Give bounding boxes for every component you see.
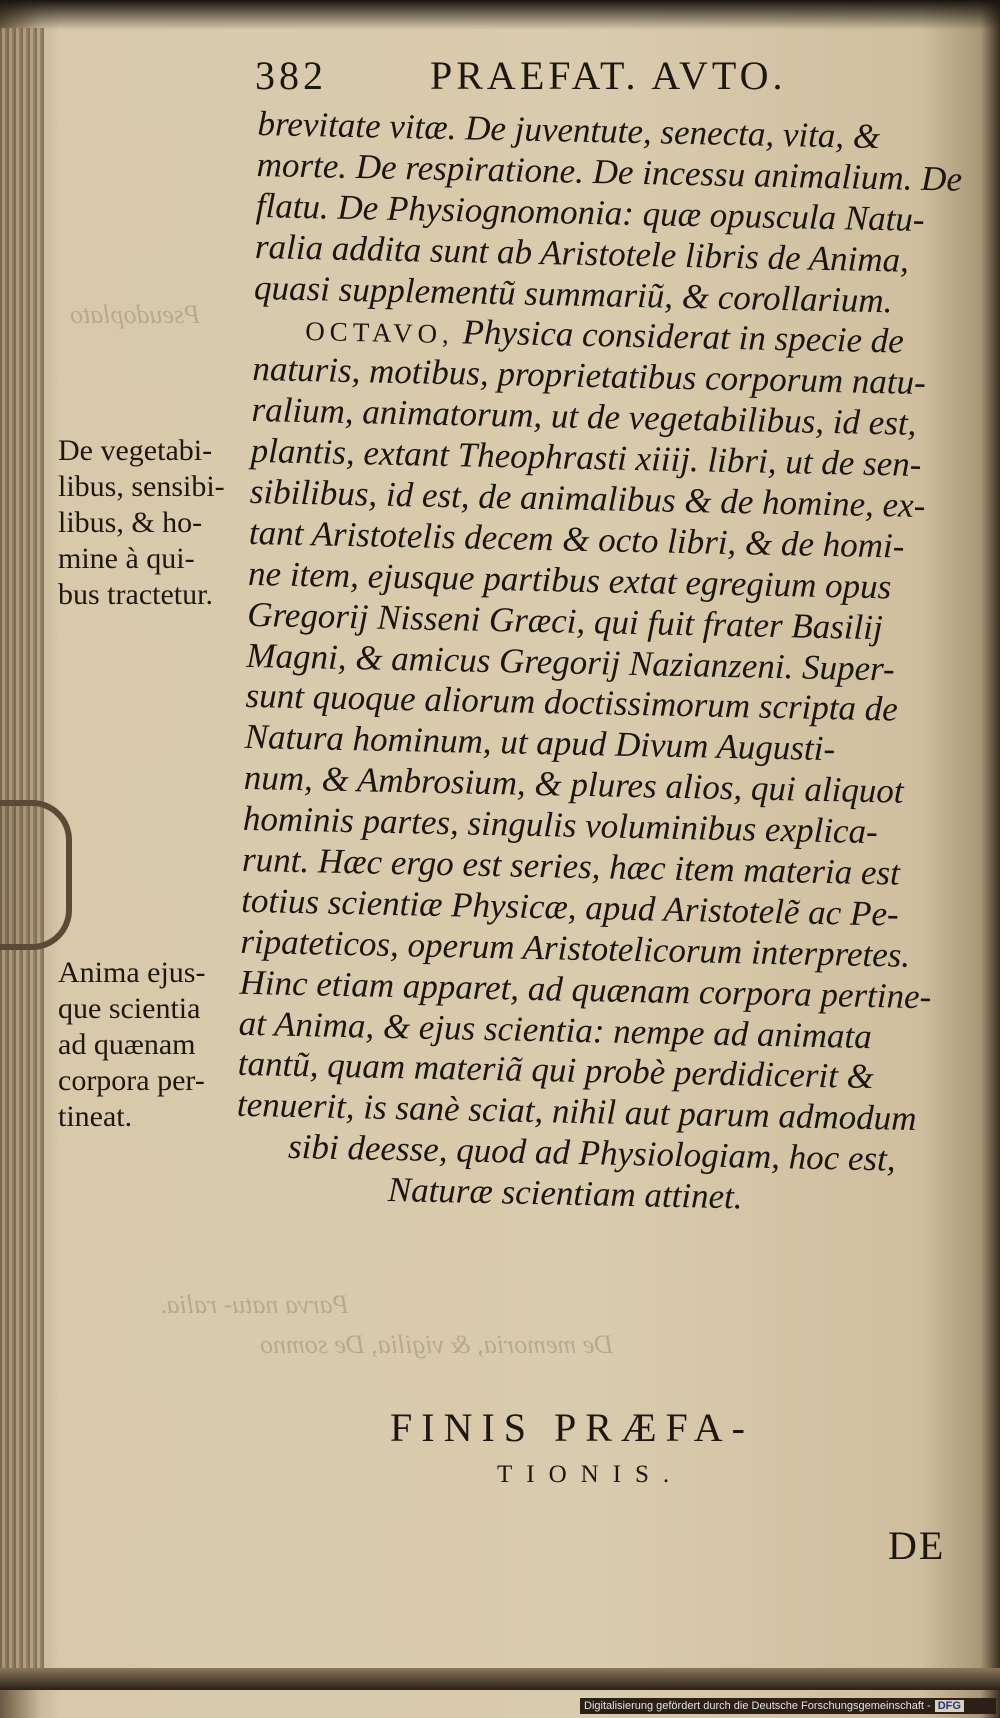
text-line: morte. De respiratione. De incessu animalium. De — [256, 144, 963, 199]
text-line: num, & Ambrosium, & plures alios, qui aliquot — [243, 758, 905, 811]
margin-line: ad quænam — [58, 1028, 196, 1061]
margin-note-vegetabilibus — [58, 433, 258, 613]
text-line: naturis, motibus, proprietatibus corporum natu- — [252, 349, 927, 403]
text-line: runt. Hæc ergo est series, hæc item materia est — [241, 839, 901, 893]
text-line: Magni, & amicus Gregorij Nazianzeni. Super- — [246, 635, 896, 689]
text-line: ripateticos, operum Aristotelicorum interpretes. — [240, 921, 911, 975]
text-line: sibi deesse, quod ad Physiologiam, hoc est, — [287, 1127, 897, 1179]
margin-line: libus, & ho- — [58, 506, 203, 539]
text-line: ralium, animatorum, ut de vegetabilibus, id est, — [251, 390, 917, 444]
bleed-through: De memoria, & vigilia, De somno — [260, 1330, 614, 1359]
margin-line: tineat. — [58, 1100, 133, 1133]
book-clip — [0, 800, 72, 950]
bleed-through: Pseudoplato — [70, 300, 200, 329]
running-head: PRAEFAT. AVTO. — [430, 53, 787, 98]
text-line: sunt quoque aliorum doctissimorum scripta de — [245, 676, 899, 729]
margin-note-anima — [58, 955, 258, 1135]
text-line: sibilibus, id est, de animalibus & de homine, ex- — [249, 471, 926, 526]
body-text — [235, 104, 963, 1222]
text-line: totius scientiæ Physicæ, apud Aristotelẽ ac Pe- — [240, 880, 900, 934]
margin-line: bus tractetur. — [58, 578, 213, 611]
margin-line: corpora per- — [58, 1064, 205, 1097]
bleed-through: Parva natu- ralia. — [160, 1290, 349, 1319]
text-line: tant Aristotelis decem & octo libri, & de homi- — [248, 512, 905, 566]
page-header — [255, 52, 815, 104]
text-line: flatu. De Physiognomonia: quæ opuscula Natu- — [255, 185, 925, 239]
text-line: ne item, ejusque partibus extat egregium opus — [247, 553, 892, 607]
finis-heading-continued: TIONIS. — [497, 1461, 684, 1488]
text-line: hominis partes, singulis voluminibus explica- — [242, 798, 879, 852]
catchword: DE — [888, 1523, 946, 1568]
margin-line: Anima ejus- — [58, 956, 206, 989]
dfg-logo: DFG — [935, 1700, 964, 1712]
page-number: 382 — [255, 53, 327, 98]
text-line: quasi supplementũ summariũ, & corollarium. — [253, 267, 893, 320]
text-line: at Anima, & ejus scientia: nempe ad animata — [238, 1003, 873, 1056]
octavo-word: OCTAVO, — [304, 316, 455, 350]
text-line: tenuerit, is sanè sciat, nihil aut parum admodum — [236, 1085, 917, 1139]
bottom-shadow — [0, 1668, 1000, 1690]
finis-heading: FINIS PRÆFA- — [390, 1405, 754, 1450]
margin-line: mine à qui- — [58, 542, 195, 575]
top-shadow — [0, 0, 1000, 30]
text-line: tantũ, quam materiã qui probè perdidicerit & — [237, 1044, 875, 1097]
text-line: Naturæ scientiam attinet. — [387, 1170, 744, 1217]
text-line: Gregorij Nisseni Græci, qui fuit frater Basilij — [246, 594, 884, 647]
margin-line: De vegetabi- — [58, 434, 213, 467]
text-line: Natura hominum, ut apud Divum Augusti- — [244, 717, 836, 769]
digitization-footer — [580, 1698, 996, 1714]
footer-text: Digitalisierung gefördert durch die Deutsche Forschungsgemeinschaft - — [584, 1700, 931, 1712]
text-line: ralia addita sunt ab Aristotele libris de Anima, — [254, 226, 910, 280]
text-run: Physica considerat in specie de — [453, 312, 905, 362]
text-line: Hinc etiam apparet, ad quænam corpora pertine- — [239, 962, 932, 1016]
margin-line: que scientia — [58, 992, 201, 1025]
margin-line: libus, sensibi- — [58, 470, 225, 503]
text-line: plantis, extant Theophrasti xiiij. libri, ut de sen- — [250, 431, 922, 485]
text-line: brevitate vitæ. De juventute, senecta, vita, & — [257, 104, 881, 157]
